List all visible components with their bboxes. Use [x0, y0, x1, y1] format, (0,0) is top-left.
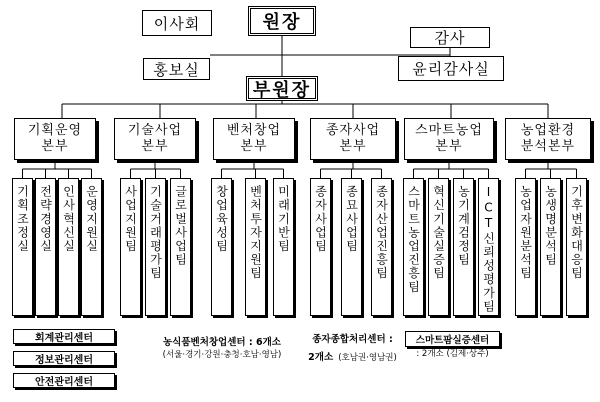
team-label: 종자사업팀	[313, 185, 328, 253]
center-title: 종자종합처리센터 :	[312, 334, 393, 345]
team-label: 농기계검정팀	[456, 185, 471, 267]
center-information: 정보관리센터	[13, 351, 115, 366]
team-seed-business	[310, 178, 331, 316]
team-label: 창업육성팀	[214, 185, 229, 253]
center-smartfarm	[405, 331, 500, 359]
center-seed-processing	[305, 331, 400, 364]
team-label: 농업자원분석팀	[518, 185, 533, 281]
division-tech-business: 기술사업 본부	[114, 118, 196, 160]
team-label: ICT신뢰성평가팀	[481, 185, 496, 314]
team-label: 농생명분석팀	[543, 185, 558, 267]
team-bio-analysis	[540, 178, 561, 316]
team-agri-resource-analysis	[515, 178, 536, 316]
team-climate-response	[566, 178, 587, 316]
president-box: 원장	[248, 6, 316, 36]
team-tech-trade-eval	[145, 178, 166, 316]
board-box: 이사회	[142, 10, 212, 36]
team-label: 혁신기술실증팀	[431, 185, 446, 281]
auditor-box: 감사	[410, 27, 490, 48]
division-seed: 종자사업 본부	[310, 118, 396, 160]
team-hr-innovation	[58, 178, 79, 316]
team-future-base	[273, 178, 294, 316]
team-label: 기획조정실	[15, 185, 30, 253]
division-smart-agri: 스마트농업 본부	[404, 118, 494, 160]
center-count: 2개소	[308, 352, 334, 363]
center-title: 스마트팜실증센터	[405, 331, 500, 347]
team-label: 운영지원실	[84, 185, 99, 253]
team-planning-coordination	[12, 178, 33, 316]
center-locations: (호남권·영남권)	[338, 353, 397, 363]
team-operations-support	[81, 178, 102, 316]
team-business-support	[120, 178, 141, 316]
team-label: 글로벌사업팀	[173, 185, 188, 267]
team-venture-investment	[245, 178, 266, 316]
team-label: 미래기반팀	[276, 185, 291, 253]
team-label: 기후변화대응팀	[569, 185, 584, 281]
team-machinery-inspection	[453, 178, 474, 316]
center-locations: (서울·경기·강원·충청·호남·영남)	[162, 350, 282, 360]
ethics-office-box: 윤리감사실	[398, 56, 504, 81]
team-seed-industry-promotion	[371, 178, 392, 316]
division-planning: 기획운영 본부	[14, 118, 96, 160]
division-venture: 벤처창업 본부	[213, 118, 295, 160]
team-label: 기술거래평가팀	[148, 185, 163, 281]
center-safety: 안전관리센터	[13, 373, 115, 388]
team-label: 스마트농업진흥팀	[406, 185, 421, 294]
team-label: 인사혁신실	[61, 185, 76, 253]
center-title: 농식품벤처창업센터 : 6개소	[163, 337, 281, 348]
pr-office-box: 홍보실	[143, 58, 210, 80]
team-strategy-management	[35, 178, 56, 316]
center-venture-startup	[147, 334, 297, 360]
team-seedling-business	[341, 178, 362, 316]
center-accounting: 회계관리센터	[13, 329, 115, 344]
team-global-business	[170, 178, 191, 316]
center-locations: : 2개소 (김제·상주)	[416, 349, 489, 359]
team-innovation-tech-demo	[428, 178, 449, 316]
team-ict-reliability	[478, 178, 499, 316]
team-label: 종자산업진흥팀	[374, 185, 389, 281]
team-label: 종묘사업팀	[344, 185, 359, 253]
team-smart-agri-promotion	[403, 178, 424, 316]
vice-president-box: 부원장	[246, 76, 318, 101]
team-startup-incubation	[211, 178, 232, 316]
team-label: 벤처투자지원팀	[248, 185, 263, 281]
team-label: 전략경영실	[38, 185, 53, 253]
team-label: 사업지원팀	[123, 185, 138, 253]
division-agri-env: 농업환경 분석본부	[505, 118, 591, 160]
